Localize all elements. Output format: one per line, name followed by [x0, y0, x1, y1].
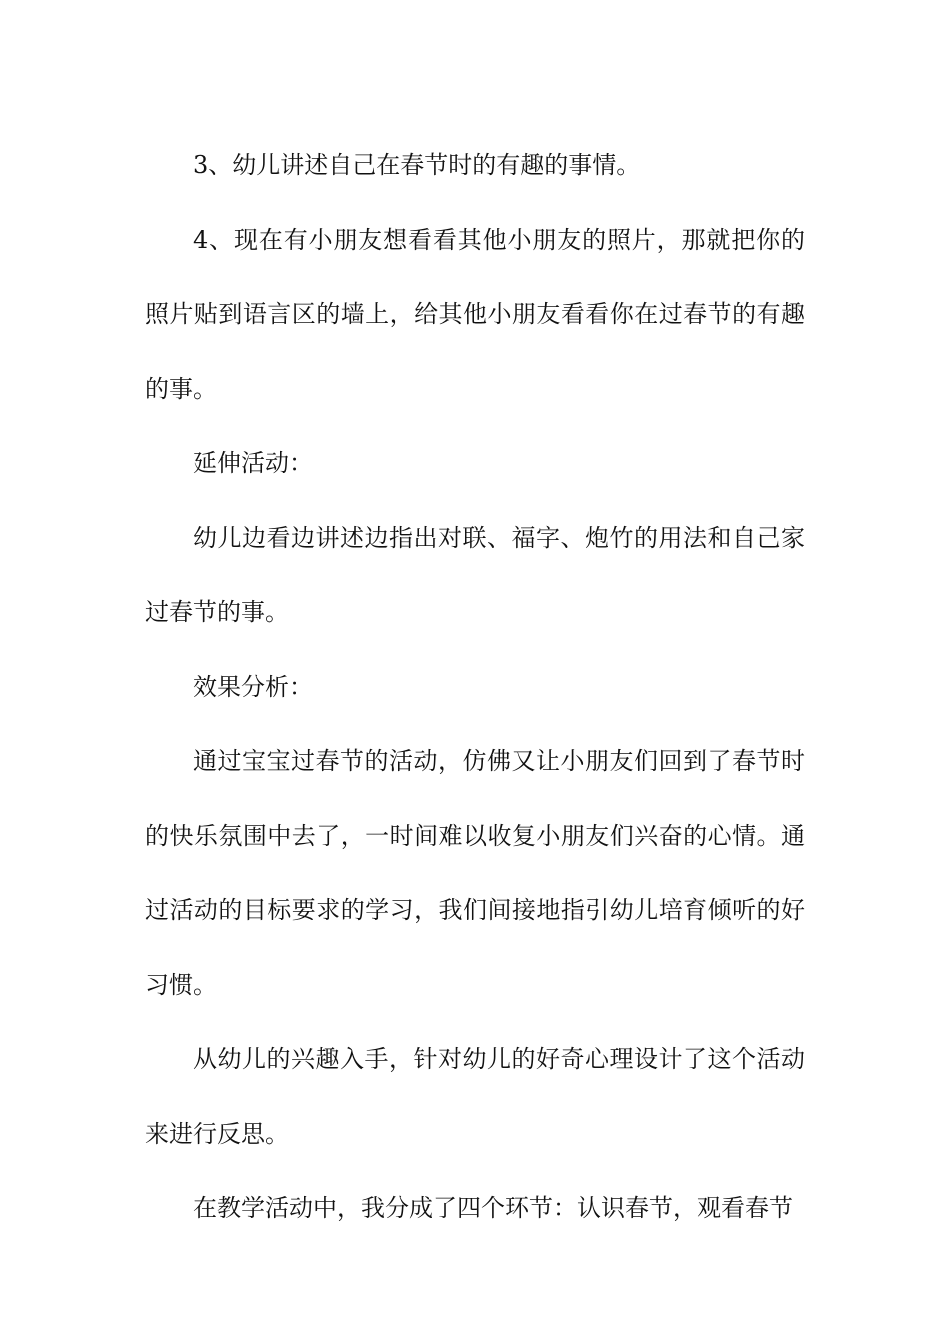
paragraph-extension-activity: 幼儿边看边讲述边指出对联、福字、炮竹的用法和自己家过春节的事。: [145, 523, 805, 626]
paragraph-step-4: 4、现在有小朋友想看看其他小朋友的照片，那就把你的照片贴到语言区的墙上，给其他小朋友看看你在过春节的有趣的事。: [145, 225, 805, 403]
heading-extension-activity: 延伸活动：: [193, 449, 313, 477]
paragraph-effect-analysis: 通过宝宝过春节的活动，仿佛又让小朋友们回到了春节时的快乐氛围中去了，一时间难以收复小朋友们兴奋的心情。通过活动的目标要求的学习，我们间接地指引幼儿培育倾听的好习惯。: [145, 747, 805, 999]
document-body: [145, 128, 805, 1246]
heading-effect-analysis: 效果分析：: [193, 672, 313, 701]
paragraph-teaching-stages: 在教学活动中，我分成了四个环节：认识春节，观看春节: [193, 1194, 793, 1222]
paragraph-step-3: 3、幼儿讲述自己在春节时的有趣的事情。: [193, 151, 641, 179]
paragraph-reflection: 从幼儿的兴趣入手，针对幼儿的好奇心理设计了这个活动来进行反思。: [145, 1045, 805, 1148]
